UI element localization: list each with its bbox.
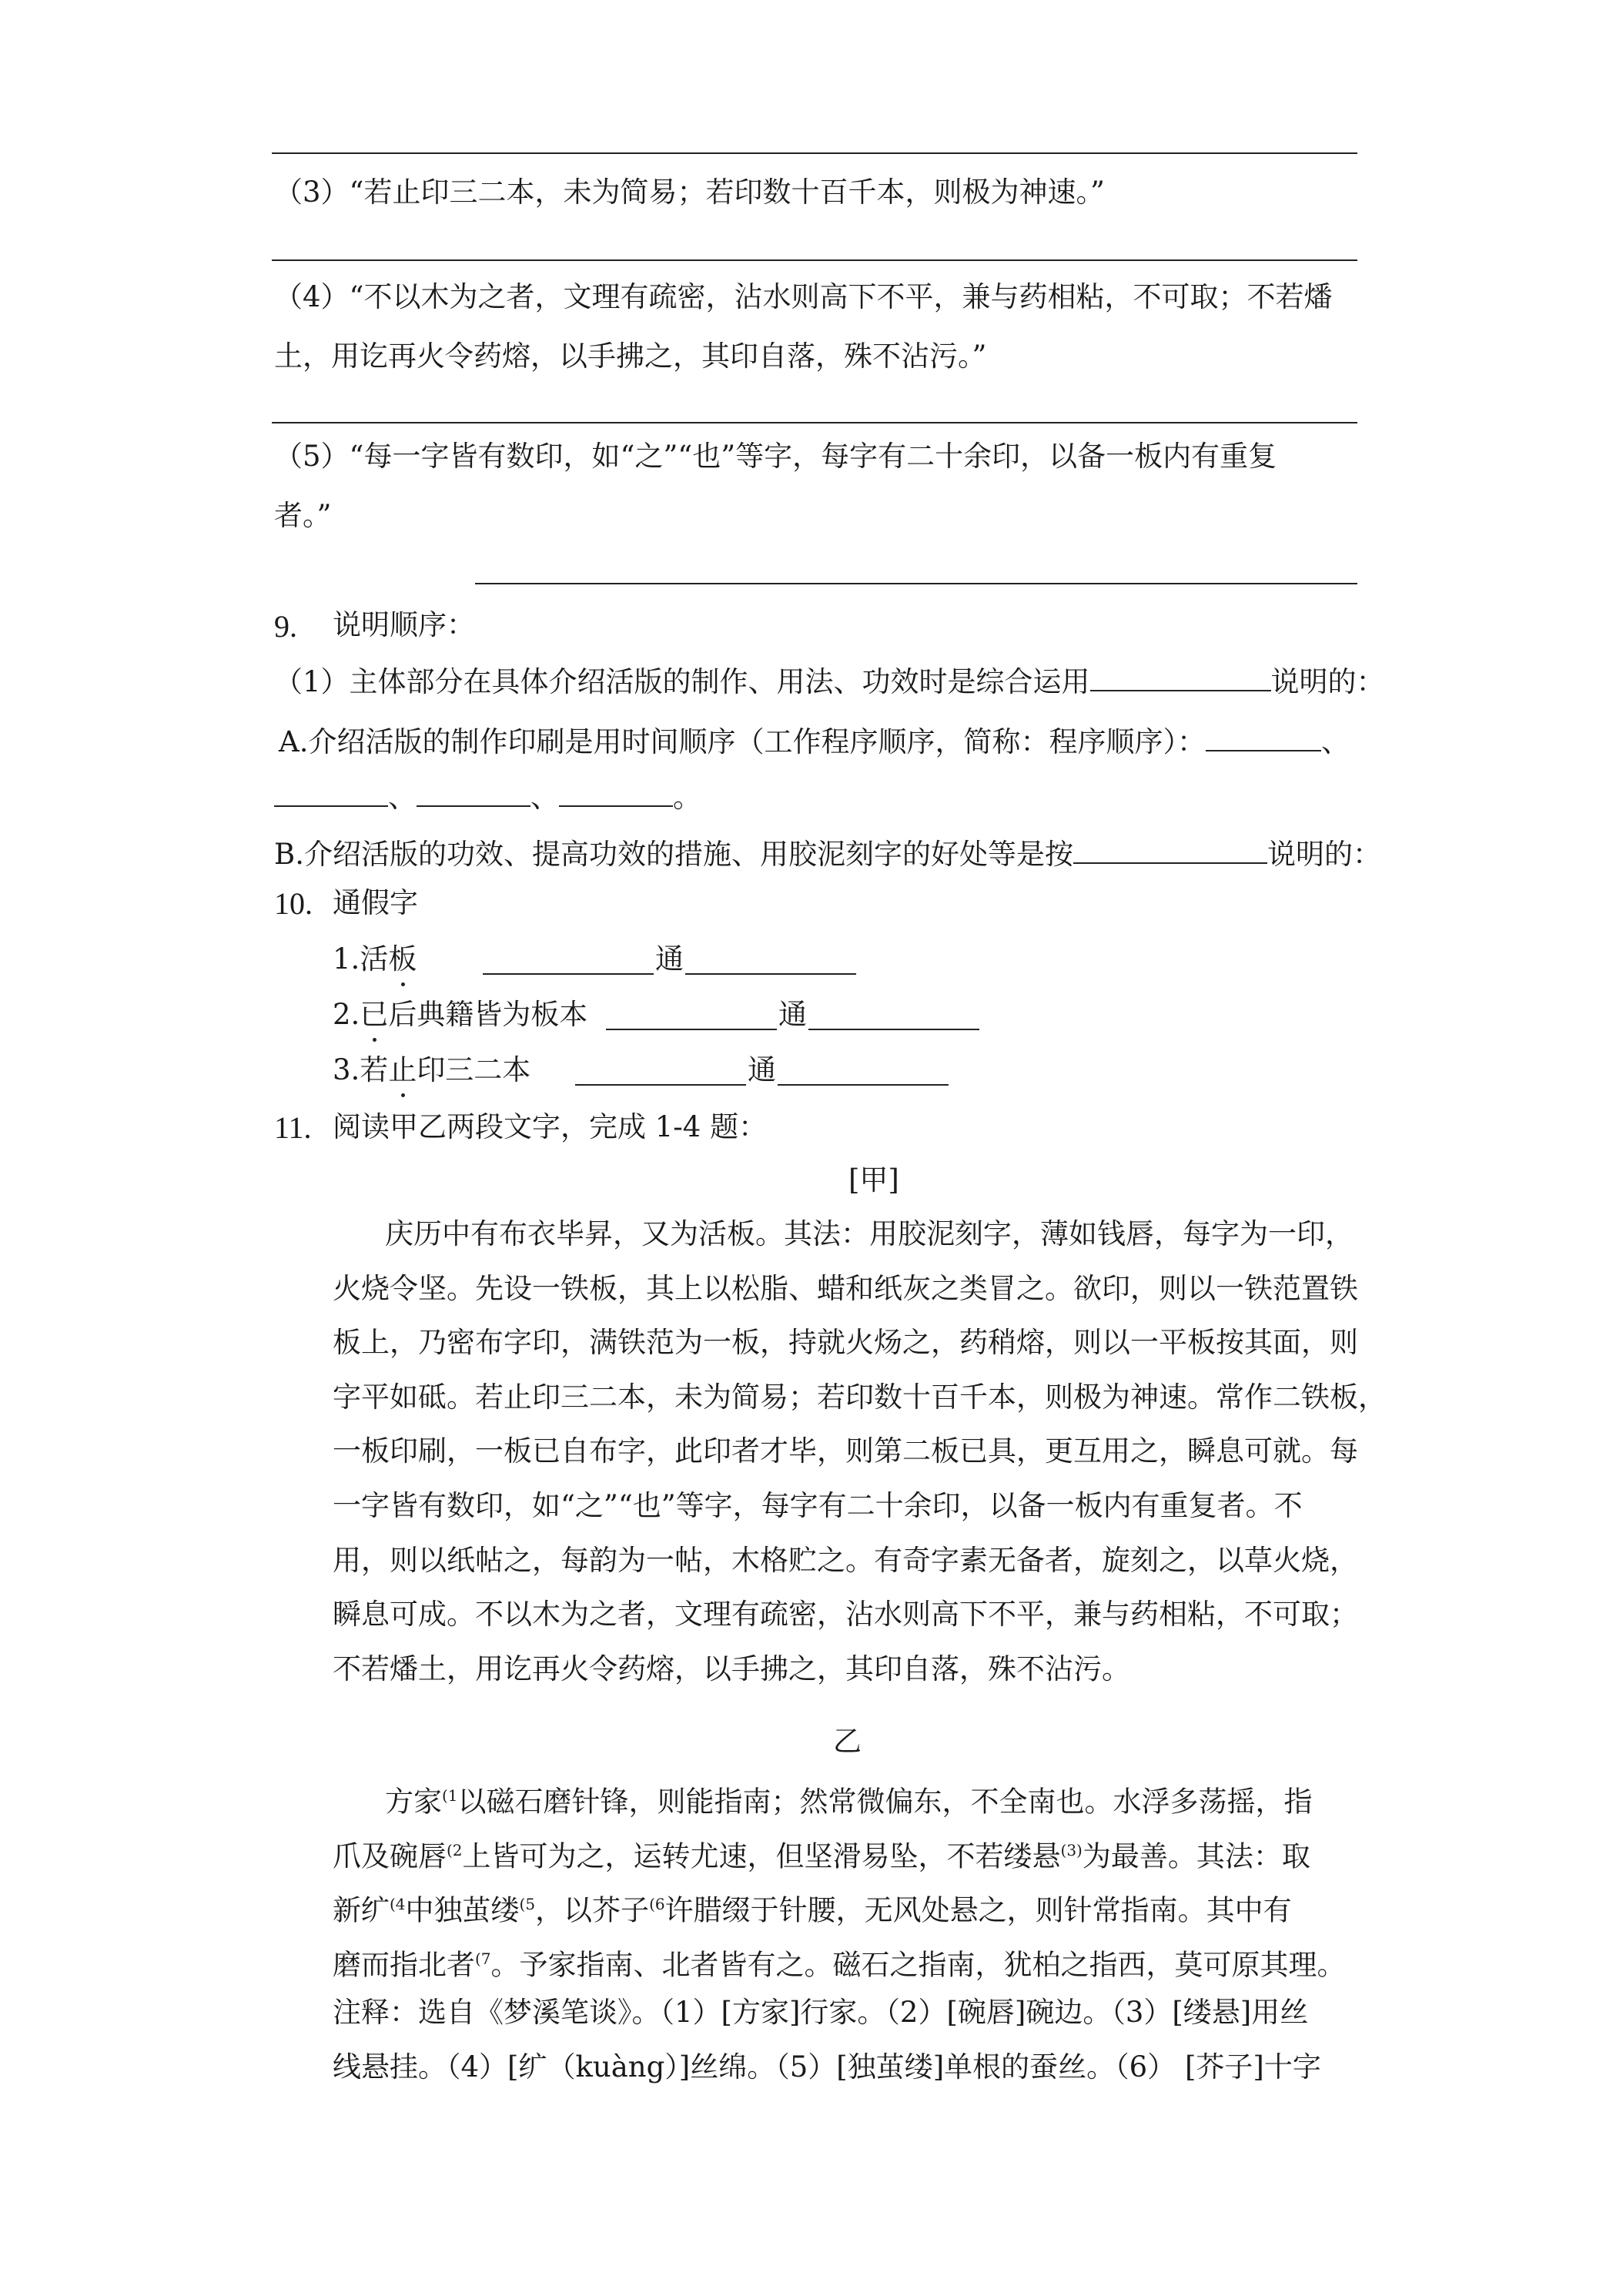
- q9-number: 9.: [274, 609, 297, 644]
- q9-blank-1[interactable]: [1090, 664, 1271, 691]
- answer-line-2[interactable]: [272, 259, 1357, 261]
- q9-lineB-b: 说明的：: [1267, 838, 1381, 871]
- q10-item3: [333, 1055, 530, 1086]
- yi-text: ，以芥子: [535, 1893, 650, 1927]
- yi-line: [333, 1835, 1310, 1872]
- jia-line: 不若燔土，用讫再火令药熔，以手拂之，其印自落，殊不沾污。: [333, 1652, 1130, 1685]
- q9-lineA2: [274, 779, 701, 813]
- q10-item2-pre: 2.: [333, 998, 360, 1031]
- note-marker: (7: [475, 1950, 491, 1968]
- q10-item3-dot: 止: [388, 1053, 417, 1086]
- q9-line1-a: （1）主体部分在具体介绍活版的制作、用法、功效时是综合运用: [274, 665, 1090, 698]
- q9-lineA: [279, 724, 1350, 758]
- q10-tong-1: 通: [655, 942, 684, 976]
- q8-item5-line1: （5）“每一字皆有数印，如“之”“也”等字，每字有二十余印，以备一板内有重复: [274, 440, 1277, 473]
- q10-blank-2a[interactable]: [606, 1002, 777, 1030]
- jia-line: 一字皆有数印，如“之”“也”等字，每字有二十余印，以备一板内有重复者。不: [333, 1489, 1303, 1522]
- q10-item1-pre: 1.活: [333, 942, 389, 976]
- yi-text: 为最善。其法：取: [1082, 1839, 1310, 1873]
- note-marker: (6: [649, 1895, 665, 1913]
- jia-line: 板上，乃密布字印，满铁范为一板，持就火炀之，药稍熔，则以一平板按其面，则: [333, 1326, 1358, 1359]
- yi-text: 以磁石磨针锋，则能指南；然常微偏东，不全南也。水浮多荡摇，指: [457, 1785, 1313, 1819]
- answer-line-3[interactable]: [272, 422, 1357, 423]
- jia-line: 用，则以纸帖之，每韵为一帖，木格贮之。有奇字素无备者，旋刻之，以草火烧，: [333, 1544, 1358, 1577]
- jia-line: 字平如砥。若止印三二本，未为简易；若印数十百千本，则极为神速。常作二铁板，: [333, 1381, 1387, 1414]
- jia-line: 庆历中有布衣毕昇，又为活板。其法：用胶泥刻字，薄如钱唇，每字为一印，: [385, 1217, 1354, 1250]
- jia-line: 火烧令坚。先设一铁板，其上以松脂、蜡和纸灰之类冒之。欲印，则以一铁范置铁: [333, 1272, 1358, 1305]
- note-marker: (5: [519, 1895, 536, 1913]
- q8-item5-line2: 者。”: [274, 499, 332, 532]
- q11-title: 阅读甲乙两段文字，完成 1-4 题：: [333, 1110, 768, 1143]
- note-marker: (1: [442, 1786, 458, 1805]
- note-marker: (2: [447, 1841, 463, 1859]
- q10-blank-2b[interactable]: [808, 1002, 979, 1030]
- q10-tong-3: 通: [748, 1053, 776, 1086]
- q9-lineA-sep: 、: [1320, 725, 1350, 758]
- q10-item2-post: 后典籍皆为板本: [388, 998, 588, 1031]
- q10-item1: [333, 944, 417, 975]
- answer-line-4[interactable]: [475, 583, 1357, 584]
- q10-item2: [333, 999, 587, 1030]
- jia-line: 一板印刷，一板已自布字，此印者才毕，则第二板已具，更互用之，瞬息可就。每: [333, 1434, 1358, 1468]
- q10-title: 通假字: [333, 886, 418, 919]
- q8-item4-line1: （4）“不以木为之者，文理有疏密，沾水则高下不平，兼与药相粘，不可取；不若燔: [274, 280, 1333, 313]
- q9-lineA2-sep1: 、: [388, 781, 417, 814]
- answer-line-1[interactable]: [272, 152, 1357, 154]
- q9-blank-6[interactable]: [1073, 836, 1267, 864]
- q10-blank-1b[interactable]: [685, 947, 856, 975]
- q9-blank-5[interactable]: [559, 779, 673, 807]
- q10-blank-3a[interactable]: [575, 1058, 746, 1086]
- q11-number: 11.: [274, 1110, 312, 1145]
- yi-text: 爪及碗唇: [333, 1839, 447, 1873]
- q10-tong-2: 通: [778, 998, 807, 1031]
- q9-blank-4[interactable]: [417, 779, 530, 807]
- jia-heading: [甲]: [848, 1163, 899, 1197]
- yi-text: 。予家指南、北者皆有之。磁石之指南，犹柏之指西，莫可原其理。: [490, 1948, 1346, 1982]
- q8-item3: （3）“若止印三二本，未为简易；若印数十百千本，则极为神速。”: [274, 176, 1105, 209]
- yi-line: [333, 1889, 1292, 1926]
- yi-text: 上皆可为之，运转尤速，但坚滑易坠，不若缕悬: [462, 1839, 1061, 1873]
- yi-text: 磨而指北者: [333, 1948, 475, 1982]
- q10-item3-pre: 3.若: [333, 1053, 389, 1086]
- yi-text: 中独茧缕: [405, 1893, 520, 1927]
- q10-blank-1a[interactable]: [483, 947, 654, 975]
- q9-lineA-text: A.介绍活版的制作印刷是用时间顺序（工作程序顺序，简称：程序顺序）：: [279, 725, 1206, 758]
- q8-item4-line2: 土，用讫再火令药熔，以手拂之，其印自落，殊不沾污。”: [274, 340, 987, 373]
- note-marker: (3): [1060, 1841, 1083, 1859]
- q10-item2-dot: 已: [360, 998, 389, 1031]
- yi-heading: 乙: [833, 1725, 862, 1758]
- q9-lineB-a: B.介绍活版的功效、提高功效的措施、用胶泥刻字的好处等是按: [274, 838, 1073, 871]
- notes-line: 注释：选自《梦溪笔谈》。（1）[方家]行家。（2）[碗唇]碗边。（3）[缕悬]用丝: [333, 1996, 1309, 2029]
- q9-line1-b: 说明的：: [1270, 665, 1385, 698]
- q9-blank-3[interactable]: [274, 779, 388, 807]
- q10-item1-dot: 板: [388, 942, 417, 976]
- yi-line: [333, 1943, 1346, 1980]
- q9-title: 说明顺序：: [333, 608, 475, 641]
- q10-blank-3b[interactable]: [778, 1058, 949, 1086]
- yi-line: [385, 1780, 1313, 1817]
- q9-blank-2[interactable]: [1206, 724, 1321, 751]
- q9-lineA2-end: 。: [673, 781, 701, 814]
- yi-text: 方家: [385, 1785, 442, 1819]
- q9-lineA2-sep2: 、: [530, 781, 559, 814]
- q10-item3-post: 印三二本: [417, 1053, 531, 1086]
- notes-line: 线悬挂。（4）[纩（kuàng）]丝绵。（5）[独茧缕]单根的蚕丝。（6） [芥子]十字: [333, 2050, 1321, 2083]
- q9-line1: [274, 664, 1385, 698]
- yi-text: 新纩: [333, 1893, 390, 1927]
- note-marker: (4: [390, 1895, 406, 1913]
- q10-number: 10.: [274, 886, 313, 921]
- yi-text: 许腊缀于针腰，无风处悬之，则针常指南。其中有: [664, 1893, 1292, 1927]
- q9-lineB: [274, 836, 1381, 870]
- jia-line: 瞬息可成。不以木为之者，文理有疏密，沾水则高下不平，兼与药相粘，不可取；: [333, 1598, 1358, 1631]
